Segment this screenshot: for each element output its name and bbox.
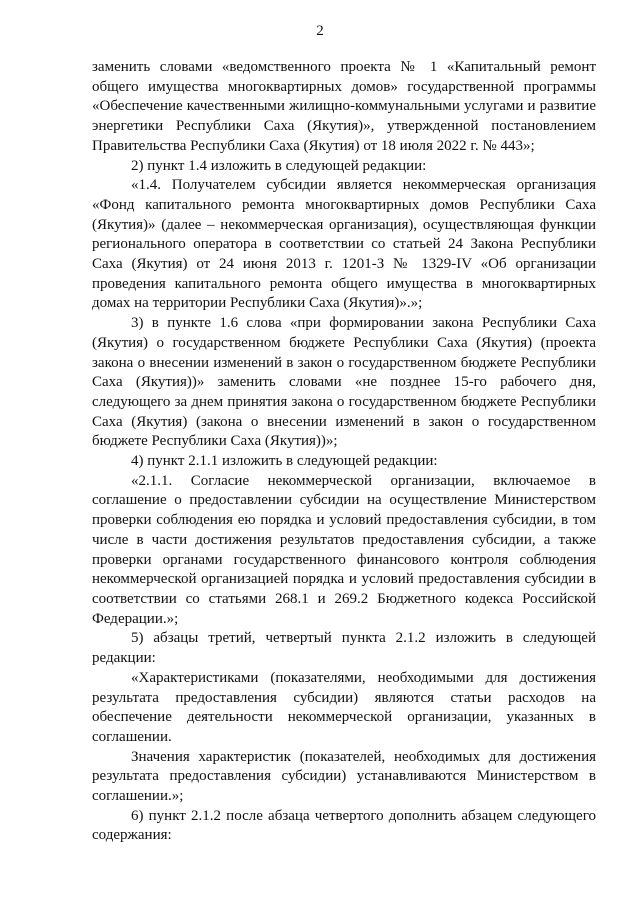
paragraph-amendment-project-name: заменить словами «ведомственного проекта № 1 «Капитальный ремонт общего имущества многоквартирных домов» государственной программы «Обеспечение качественными жилищно-коммунальными услугами и развитие энергетики Республики Саха (Якутия)», утвержденной постановлением Правительства Республики Саха (Якутия) от 18 июля 2022 г. № 443»; bbox=[92, 59, 596, 154]
paragraph-characteristics: «Характеристиками (показателями, необходимыми для достижения результата предоставления субсидии) являются статьи расходов на обеспечение деятельности некоммерческой организации, указанных в соглашении. bbox=[92, 669, 596, 745]
paragraph-clause-2-1-1: «2.1.1. Согласие некоммерческой организации, включаемое в соглашение о предоставлении субсидии на осуществление Министерством проверки соблюдения ею порядка и условий предоставления субсидии, в том числе в части достижения результатов предоставления субсидии, а также проверки органами государственного финансового контроля соблюдения некоммерческой организацией порядка и условий предоставления субсидии в соответствии со статьями 268.1 и 269.2 Бюджетного кодекса Российской Федерации.»; bbox=[92, 472, 596, 627]
paragraph-item-5-heading: 5) абзацы третий, четвертый пункта 2.1.2 изложить в следующей редакции: bbox=[92, 630, 596, 667]
paragraph-clause-1-4: «1.4. Получателем субсидии является некоммерческая организация «Фонд капитального ремонта многоквартирных домов Республики Саха (Якутия)» (далее – некоммерческая организация), осуществляющая функции регионального оператора в соответствии со статьей 24 Закона Республики Саха (Якутия) от 24 июня 2013 г. 1201-З № 1329-IV «Об организации проведения капитального ремонта общего имущества в многоквартирных домах на территории Республики Саха (Якутия)».»; bbox=[92, 177, 596, 312]
paragraph-item-2-heading: 2) пункт 1.4 изложить в следующей редакции: bbox=[131, 157, 427, 174]
document-body bbox=[92, 58, 596, 846]
page-number: 2 bbox=[316, 23, 324, 39]
paragraph-item-4-heading: 4) пункт 2.1.1 изложить в следующей редакции: bbox=[131, 453, 438, 470]
paragraph-item-3: 3) в пункте 1.6 слова «при формировании закона Республики Саха (Якутия) о государственном бюджете Республики Саха (Якутия) (проекта закона о внесении изменений в закон о государственном бюджете Республики Саха (Якутия))» заменить словами «не позднее 15-го рабочего дня, следующего за днем принятия закона о государственном бюджете Республики Саха (Якутия) (закона о внесении изменений в закон о государственном бюджете Республики Саха (Якутия))»; bbox=[92, 315, 596, 450]
paragraph-item-6-heading: 6) пункт 2.1.2 после абзаца четвертого дополнить абзацем следующего содержания: bbox=[92, 807, 596, 844]
paragraph-characteristic-values: Значения характеристик (показателей, необходимых для достижения результата предоставления субсидии) устанавливаются Министерством в соглашении.»; bbox=[92, 748, 596, 805]
